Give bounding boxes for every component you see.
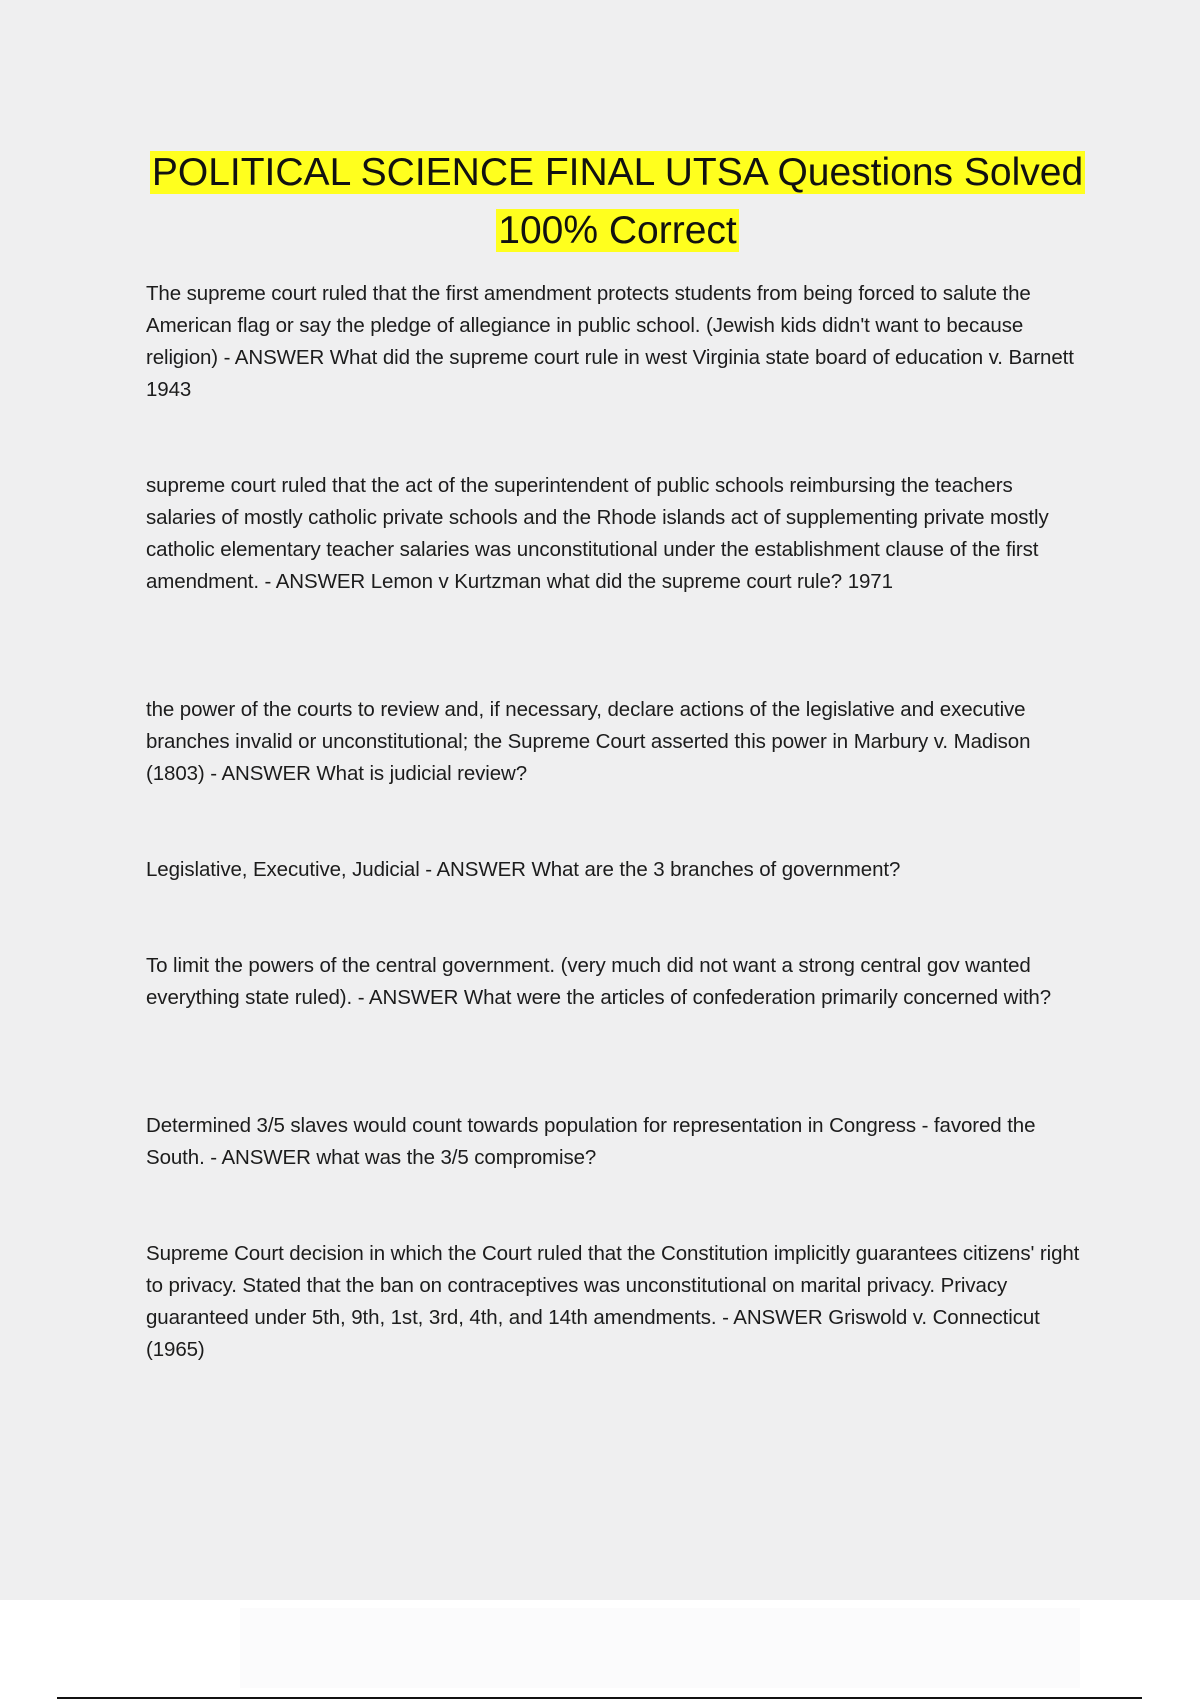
next-page-preview: [240, 1608, 1080, 1688]
title-line-1: POLITICAL SCIENCE FINAL UTSA Questions Solved: [151, 151, 1084, 194]
qa-entry-2: supreme court ruled that the act of the superintendent of public schools reimbursing the teachers salaries of mostly catholic private schools and the Rhode islands act of supplementing private mostly catholic elementary teacher salaries was unconstitutional under the establishment clause of the first amendment. - ANSWER Lemon v Kurtzman what did the supreme court rule? 1971: [146, 474, 1049, 593]
qa-entry-1: The supreme court ruled that the first amendment protects students from being forced to salute the American flag or say the pledge of allegiance in public school. (Jewish kids didn't want to because religion) - ANSWER What did the supreme court rule in west Virginia state board of education v. Barnett 1943: [146, 282, 1074, 401]
qa-entry-7: Supreme Court decision in which the Court ruled that the Constitution implicitly guarantees citizens' right to privacy. Stated that the ban on contraceptives was unconstitutional on marital privacy. Privacy guaranteed under 5th, 9th, 1st, 3rd, 4th, and 14th amendments. - ANSWER Griswold v. Connecticut (1965): [146, 1242, 1080, 1361]
page-divider: [57, 1697, 1142, 1699]
qa-entry-3: the power of the courts to review and, if necessary, declare actions of the legislative and executive branches invalid or unconstitutional; the Supreme Court asserted this power in Marbury v. Madison (1803) - ANSWER What is judicial review?: [146, 698, 1031, 785]
qa-entry-5: To limit the powers of the central government. (very much did not want a strong central gov wanted everything state ruled). - ANSWER What were the articles of confederation primarily concerned with?: [146, 954, 1052, 1009]
title-line-2: 100% Correct: [498, 209, 737, 252]
qa-entry-4: Legislative, Executive, Judicial - ANSWER What are the 3 branches of government?: [146, 858, 901, 881]
document-title: [100, 144, 1135, 260]
qa-entry-6: Determined 3/5 slaves would count towards population for representation in Congress - favored the South. - ANSWER what was the 3/5 compromise?: [146, 1114, 1036, 1169]
